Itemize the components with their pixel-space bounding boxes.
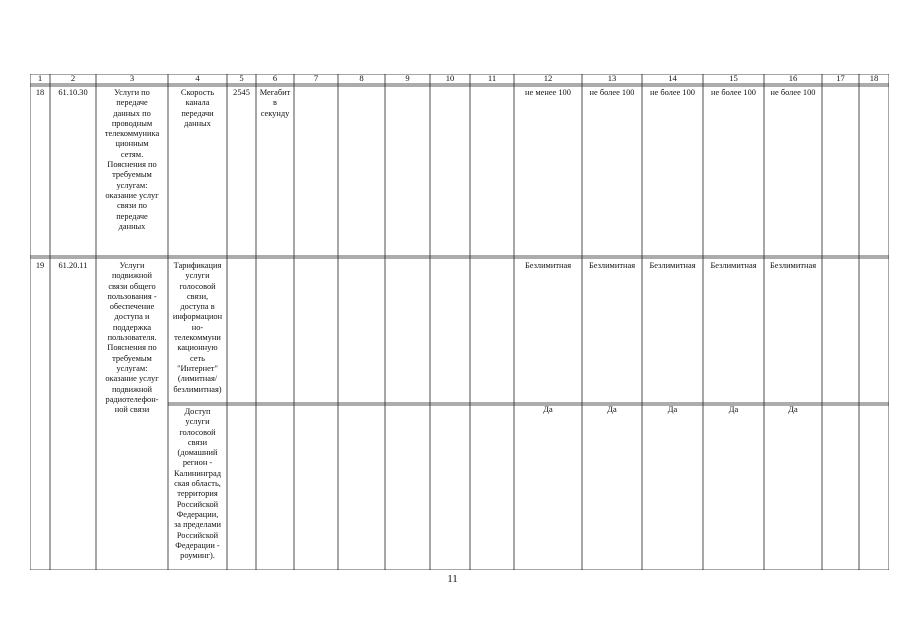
row18-value-col14: не более 100 (650, 88, 695, 97)
row19-access-col14: Да (667, 405, 678, 414)
header-col-17: 17 (836, 73, 845, 83)
row19-tariff-col13: Безлимитная (588, 261, 636, 270)
row18-characteristic: Скорость канала передачи данных (180, 88, 215, 128)
row19-service-description: Услуги подвижной связи общего пользования - обеспечение доступа и поддержка пользователя. Пояснения по требуемым услугам: оказание услуг подвижной радиотелефон- ной связи (105, 261, 159, 415)
row18-unit: Мегабит в секунду (259, 88, 291, 118)
header-col-6: 6 (272, 73, 278, 83)
row19-code: 61.20.11 (58, 261, 88, 270)
row18-okei-code: 2545 (233, 88, 250, 97)
header-col-5: 5 (239, 73, 244, 83)
header-col-1: 1 (37, 73, 43, 83)
row19-tariff-col15: Безлимитная (710, 261, 757, 270)
header-col-2: 2 (70, 73, 76, 83)
header-col-16: 16 (788, 73, 798, 83)
page-number: 11 (447, 573, 458, 585)
row18-value-col15: не более 100 (711, 88, 756, 97)
row19-number: 19 (35, 261, 45, 270)
row19-characteristic-tariff: Тарификация услуги голосовой связи, доступа в информацион но- телекоммуни кационную сеть "Интернет" (лимитная/ безлимитная) (172, 261, 223, 394)
header-col-13: 13 (607, 73, 617, 83)
header-col-18: 18 (869, 73, 879, 83)
row19-characteristic-access: Доступ услуги голосовой связи (домашний регион - Калининград ская область, территория Российской Федерации, за пределами Российской Федерации - роуминг). (173, 407, 222, 561)
header-col-8: 8 (359, 73, 364, 83)
header-col-7: 7 (313, 73, 319, 83)
header-col-3: 3 (129, 73, 135, 83)
row18-number: 18 (35, 88, 45, 97)
header-col-14: 14 (668, 73, 677, 83)
specification-table (30, 74, 889, 570)
row18-value-col16: не более 100 (770, 88, 816, 97)
header-col-9: 9 (405, 73, 410, 83)
row18-value-col13: не более 100 (589, 88, 635, 97)
header-col-11: 11 (487, 73, 497, 83)
row19-access-col12: Да (543, 405, 553, 414)
header-col-12: 12 (543, 73, 553, 83)
row19-tariff-col16: Безлимитная (769, 261, 817, 270)
row18-value-col12: не менее 100 (525, 88, 571, 97)
row19-access-col13: Да (607, 405, 617, 414)
row18-code: 61.10.30 (58, 88, 88, 97)
row19-tariff-col12: Безлимитная (524, 261, 572, 270)
row18-service-description: Услуги по передаче данных по проводным телекоммуника ционным сетям. Пояснения по требуемым услугам: оказание услуг связи по передаче данных (104, 88, 160, 231)
row19-access-col16: Да (788, 405, 798, 414)
header-col-4: 4 (195, 73, 200, 83)
row19-tariff-col14: Безлимитная (649, 261, 696, 270)
header-col-15: 15 (729, 73, 738, 83)
header-col-10: 10 (445, 73, 455, 83)
row19-access-col15: Да (728, 405, 739, 414)
